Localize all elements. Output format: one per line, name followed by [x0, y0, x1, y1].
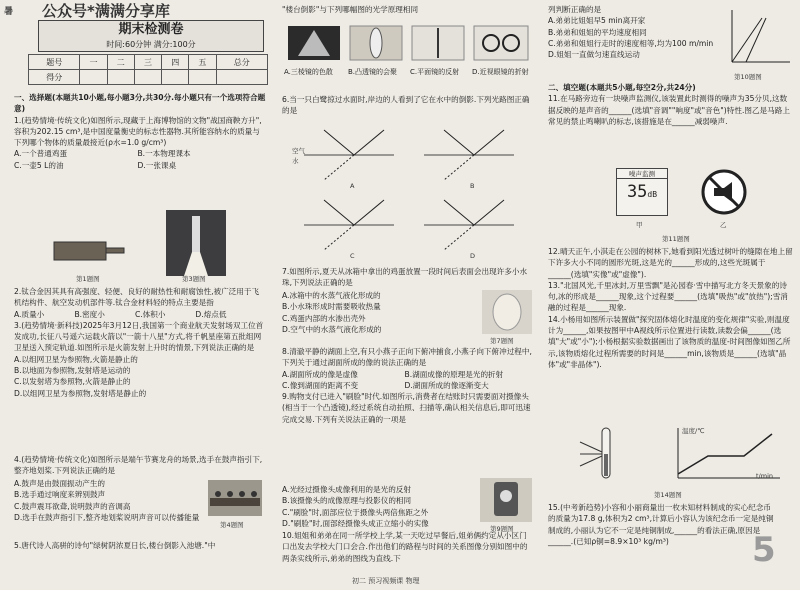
fig5-caption-c: C.平面镜的反射: [410, 68, 460, 76]
ray-diagram-b: [424, 130, 514, 180]
question-10-cont: 列判断正确的是: [548, 5, 602, 14]
question-10: 10.姐姐和弟弟在同一所学校上学,某一天吃过早餐后,姐弟俩约定从小区门口出发去学校大门口会合.作出他们的路程与时间的关系图像分别如图中的两条实线所示,弟弟的图线为直线.下: [282, 531, 528, 563]
section-2: [548, 82, 794, 127]
meter-reading: [617, 179, 667, 208]
question-12: 12.晴天正午,小淇走在公园的树林下,她看到阳光透过树叶的缝隙在地上留下许多大小不同的圆形光斑,这是光的______形成的,这些光斑属于______(选填"实像"或"虚像").: [548, 247, 793, 279]
options-7: [282, 290, 472, 335]
diagram-label-d: D: [470, 252, 476, 260]
option: C.一壶5 L的油: [14, 160, 64, 170]
score-cell: 五: [189, 55, 216, 70]
ray: [444, 155, 474, 180]
option: B.密度小: [74, 309, 105, 319]
fig11-caption: 第11题图: [662, 235, 690, 243]
score-cell: 题号: [29, 55, 80, 70]
question-4-block: [14, 454, 266, 477]
option: A.以组网卫星为参照物,火箭是静止的: [14, 354, 138, 364]
fig5-caption-a: A.三棱镜的色散: [284, 68, 333, 76]
option: D.以组网卫星为参照物,发射塔是静止的: [14, 388, 147, 398]
meter-value: 35: [626, 182, 648, 202]
score-cell[interactable]: [107, 70, 134, 85]
no-horn-sign: [700, 168, 748, 216]
score-cell: 总分: [216, 55, 267, 70]
option: C.鸡蛋内部的水渗出壳外: [282, 313, 366, 323]
option: B.选手通过响度来辨别鼓声: [14, 490, 106, 500]
fig9-caption: 第9题图: [490, 525, 514, 533]
column-2: [276, 0, 538, 590]
section-heading: 一、选择题(本题共10小题,每小题3分,共30分.每小题只有一个选项符合题意): [14, 93, 266, 114]
option: B.湖面成像的原理是光的折射: [404, 369, 504, 379]
rower: [239, 491, 245, 497]
figure-3-rocket: [166, 210, 226, 276]
options-10: [548, 4, 718, 60]
score-cell[interactable]: [216, 70, 267, 85]
sister-line: [732, 18, 762, 62]
page-subtitle: 时间:60分钟 满分:100分: [106, 40, 196, 49]
rower: [251, 491, 257, 497]
score-cell[interactable]: [80, 70, 107, 85]
rower: [215, 491, 221, 497]
option: D.空气中的水蒸气液化形成的: [282, 324, 382, 334]
egg-icon: [493, 294, 521, 330]
air-label: 空气: [292, 147, 305, 155]
option: D.选手在鼓声指引下,整齐地划桨说明声音可以传播能量: [14, 512, 200, 522]
page-number: 5: [752, 530, 776, 570]
side-text: 暑: [4, 7, 14, 17]
question-11: 11.在马路旁边有一块噪声监测仪,该装置此时测得的噪声为35分贝,这数据反映的是声音的______(选填"音调""响度"或"音色")特性.图乙是马路上常见的禁止鸣喇叭的标志,该措施是在______减弱噪声.: [548, 94, 790, 126]
diagram-label-b: B: [470, 182, 475, 190]
question-2: 2.钛合金因其具有高强度、轻便、良好的耐热性和耐腐蚀性,被广泛用于飞机结构件、航空发动机部件等.钛合金材料轻的特点主要是指: [14, 287, 260, 308]
score-cell[interactable]: [134, 70, 161, 85]
score-cell[interactable]: [162, 70, 189, 85]
option: D.姐姐一直做匀速直线运动: [548, 50, 640, 60]
ray: [444, 130, 474, 155]
meter-unit: dB: [647, 190, 658, 199]
fig5-caption-d: D.近视眼镜的折射: [472, 68, 529, 76]
option: C.像到湖面的距离不变: [282, 380, 359, 390]
option: B.小水珠形成时需要吸收热量: [282, 302, 381, 312]
vessel-body: [54, 242, 106, 260]
option: A.湖面所成的像是虚像: [282, 369, 358, 379]
questions-2-3: [14, 286, 266, 399]
options-2: [14, 309, 266, 320]
option: B.该摄像头的成像原理与投影仪的相同: [282, 496, 412, 506]
fig11-label-b: 乙: [720, 221, 727, 229]
score-cell: 一: [80, 55, 107, 70]
option: C.弟弟和姐姐行走时的速度相等,均为100 m/min: [548, 38, 714, 48]
boat: [210, 498, 260, 506]
rower: [227, 491, 233, 497]
option: C."刷脸"时,面部应位于摄像头两倍焦距之外: [282, 507, 429, 517]
column-3: [544, 0, 796, 590]
ray-diagram-a: [304, 130, 394, 180]
section-heading: 二、填空题(本题共5小题,每空2分,共24分): [548, 83, 696, 92]
ray: [474, 130, 504, 155]
fig3-caption: 第3题图: [182, 275, 206, 283]
question-5-cont: "楼台倒影"与下列哪幅图的光学原理相同: [282, 5, 419, 14]
question-4: 4.(趋势情境·传统文化)如图所示是端午节赛龙舟的场景,选手在鼓声指引下,整齐地划桨.下列说法正确的是: [14, 455, 263, 476]
question-9: 9.购物支付已进入"刷脸"时代.如图所示,消费者在结账时只需要面对摄像头(相当于一个凸透镜),经过系统自动拍照、扫描等,确认相关信息后,即可迅速完成交易.下列有关说法正确的一项是: [282, 392, 531, 424]
option: A.冰箱中的水蒸气液化形成的: [282, 291, 381, 300]
option: B.一本物理课本: [137, 149, 191, 159]
ray: [474, 200, 504, 225]
option: D.一张课桌: [137, 160, 177, 170]
ray: [324, 225, 354, 250]
fig14-caption: 第14题图: [654, 491, 682, 499]
fig10-caption: 第10题图: [734, 73, 762, 81]
question-5-start: [14, 540, 266, 551]
score-table: [28, 54, 268, 85]
question-7: 7.如图所示,夏天从冰箱中拿出的鸡蛋放置一段时间后表面会出现许多小水珠,下列说法正确的是: [282, 267, 528, 288]
options-8: [282, 369, 532, 392]
page-title: 期末检测卷: [118, 22, 184, 37]
ray: [324, 200, 354, 225]
ray: [324, 130, 354, 155]
figure-4-dragon-boat: [208, 480, 262, 516]
noise-meter: [616, 168, 668, 216]
option: A.质量小: [14, 309, 45, 319]
watermark: 公众号*满满分享库: [42, 2, 170, 20]
ray: [354, 130, 384, 155]
fig11-label-a: 甲: [636, 221, 643, 229]
option: C.以发射塔为参照物,火箭是静止的: [14, 377, 131, 387]
option: A.弟弟比姐姐早5 min离开家: [548, 16, 646, 26]
fig1-caption: 第1题图: [76, 275, 100, 283]
ray: [444, 225, 474, 250]
question-5: 5.唐代诗人高骈的诗句"绿树阴浓夏日长,楼台倒影入池塘."中: [14, 541, 216, 550]
figure-1-vessel: [46, 232, 126, 272]
chart-title: 温度/℃: [682, 427, 705, 435]
figure-6-ray-diagrams: [284, 120, 532, 260]
question-14: 14.小杨用如图所示装置做"探究固体熔化时温度的变化规律"实验,则温度计为______,如果按图甲中A视线所示位置进行读数,读数会偏______(选填"大"或"小");小杨根据实验数据画出了该物质的温度-时间图像如图乙所示,该物质熔化过程所需要的时间是______min,该物质是______(选填"晶体"或"非晶体").: [548, 314, 791, 369]
ray: [354, 200, 384, 225]
score-cell[interactable]: [189, 70, 216, 85]
face-icon: [500, 490, 512, 502]
question-15: 15.(中考新趋势)小容和小丽商量出一枚未知材料制成的实心纪念币的质量为17.8 g,体积为2 cm³,计算后小容认为该纪念币一定是纯铜制成的,小丽认为它不一定是纯铜制成,______的看法正确,原因是______.(已知ρ铜=8.9×10³ kg/m³): [548, 503, 774, 546]
meter-title: 噪声监测: [617, 169, 667, 179]
option: C.体积小: [134, 309, 166, 319]
question-6: 6.当一只白鹭掠过水面时,岸边的人看到了它在水中的倒影.下列光路图正确的是: [282, 95, 530, 116]
fig7-caption: 第7题图: [490, 337, 514, 345]
figure-14-thermometer: [574, 424, 644, 488]
sight-line-a: [580, 442, 602, 452]
column-1: [6, 0, 268, 590]
question-8: 8.清澈平静的湖面上空,有只小燕子正向下俯冲捕食,小燕子向下俯冲过程中,下列关于通过湖面所成的像的说法正确的是: [282, 347, 532, 368]
questions-12-14: [548, 246, 794, 370]
section-1: [14, 92, 266, 171]
fig5-caption-b: B.凸透镜的会聚: [348, 68, 398, 76]
option: A.光经过摄像头成像利用的是光的反射: [282, 485, 411, 494]
question-1: 1.(趋势情境·传统文化)如图所示,现藏于上海博物馆的文物"战国商鞅方升",容积为202.15 cm³,是中国度量衡史的标志性器物.其所能容纳水的质量与下列哪个物体的质量最接近(ρ水=1.0 g/cm³): [14, 115, 262, 148]
question-13: 13."北国风光,千里冰封,万里雪飘"是沁园春·雪中描写北方冬天景象的诗句,冰的形成是______现象,这个过程要______(选填"吸热"或"放热");雪消融的过程是______现象.: [548, 280, 788, 313]
water-label: 水: [292, 157, 299, 165]
score-cell: 四: [162, 55, 189, 70]
option: D."刷脸"时,面部经摄像头成正立缩小的实像: [282, 518, 429, 528]
option: D.湖面所成的像逐渐变大: [404, 380, 489, 390]
melting-curve: [678, 434, 772, 474]
options-4: [14, 478, 204, 523]
sight-line-c: [580, 456, 602, 466]
figure-10-graph: [722, 8, 792, 70]
convex-lens-icon: [370, 28, 382, 58]
score-cell: 二: [107, 55, 134, 70]
fig4-caption: 第4题图: [220, 521, 244, 529]
option: B.以地面为参照物,发射塔是运动的: [14, 366, 131, 376]
question-3: 3.(趋势情境·新科技)2025年3月12日,我国第一个商业航天发射场双工位首发成功,长征八号遥六运载火箭以"一箭十八星"方式,将千帆星座第五批组网卫星送入预定轨道.如图所示是火箭发射上升时的情景,下列说法正确的是: [14, 320, 264, 353]
option: C.鼓声震耳欲聋,说明鼓声的音调高: [14, 501, 131, 511]
ray-diagram-c: [304, 200, 394, 250]
figure-5-optics: [284, 22, 532, 64]
ray: [324, 155, 354, 180]
diagram-label-c: C: [350, 252, 355, 260]
chart-xlabel: t/min: [756, 472, 773, 480]
mercury-column: [604, 454, 608, 476]
option: A.一个普通鸡蛋: [14, 149, 68, 159]
figure-7-egg: [482, 290, 532, 334]
brother-line: [746, 18, 766, 62]
title-box: [38, 20, 264, 52]
page-footer: 初二 预习视频课 物理: [352, 577, 420, 585]
rocket-body: [192, 216, 200, 252]
figure-9-face-pay: [480, 478, 532, 522]
vessel-handle: [106, 248, 124, 253]
score-cell: 得分: [29, 70, 80, 85]
score-cell: 三: [134, 55, 161, 70]
option: D.熔点低: [195, 309, 227, 319]
options-1: [14, 148, 266, 171]
option: A.鼓声是由鼓面振动产生的: [14, 479, 106, 488]
ray-diagram-d: [424, 200, 514, 250]
ray: [444, 200, 474, 225]
option: B.弟弟和姐姐的平均速度相同: [548, 27, 647, 37]
options-9: [282, 484, 474, 529]
diagram-label-a: A: [350, 182, 355, 190]
question-8-block: [282, 346, 532, 425]
